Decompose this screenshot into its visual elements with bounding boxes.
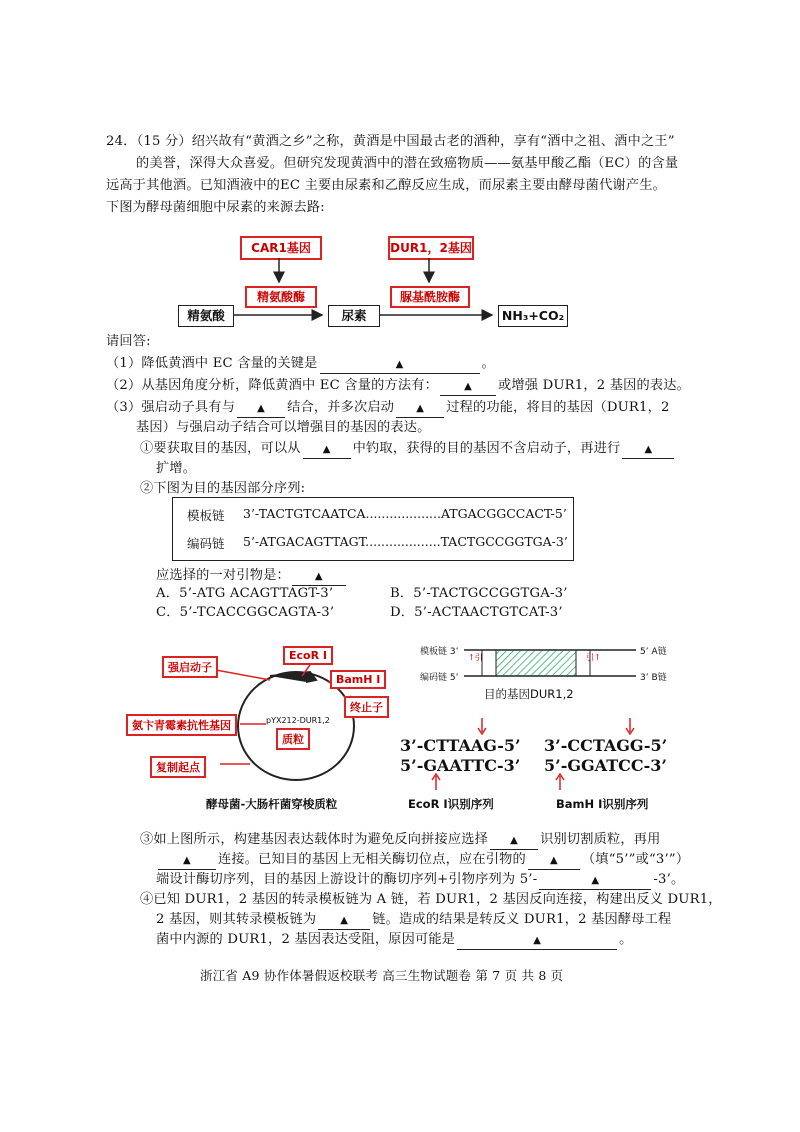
q3-sub4-line-2 (156, 910, 671, 930)
ecori-caption: EcoR I识别序列 (408, 797, 494, 811)
q3-sub2-line: ②下图为目的基因部分序列: (140, 481, 306, 496)
bamhi-seq-top: 3’-CCTAGG-5’ (544, 736, 668, 755)
gene-car1-box: CAR1基因 (240, 236, 322, 260)
q3-sub3-blank-4[interactable] (539, 872, 651, 890)
blank-mark: ▲ (591, 875, 600, 886)
q2-text: （2）从基因角度分析，降低黄酒中 EC 含量的方法有： (106, 378, 439, 393)
q3-sub3-text-d: （填“5’”或“3’”） (581, 852, 690, 867)
question-intro-line-3: 远高于其他酒。已知酒液中的EC 主要由尿素和乙醇反应生成，而尿素主要由酵母菌代谢产生。 (106, 178, 667, 193)
blank-mark: ▲ (183, 855, 191, 866)
q3-sub4-blank-1[interactable] (318, 912, 370, 930)
q3-sub3-text-c: 连接。已知目的基因上无相关酶切位点，应在引物的 (218, 852, 526, 867)
plasmid-origin-label: 复制起点 (150, 756, 206, 778)
q3-sub1-text-b: 中钓取，获得的目的基因不含启动子，再进行 (352, 441, 621, 456)
q3-sub4-text-c: 链。造成的结果是转反义 DUR1，2 基因酵母工程 (372, 912, 672, 927)
q3-sub1-text-a: ①要获取目的基因，可以从 (140, 441, 301, 456)
option-d[interactable]: D．5’-ACTAACTGTCAT-3’ (390, 605, 563, 620)
q3-sub3-blank-1[interactable] (490, 832, 538, 850)
option-c[interactable]: C．5’-TCACCGGCAGTA-3’ (156, 605, 335, 620)
q3-sub4-line-1: ④已知 DUR1，2 基因的转录模板链为 A 链，若 DUR1，2 基因反向连接，构建出反义 DUR1， (140, 892, 722, 907)
coding-sequence: 5’-ATGACAGTTAGT...................TACTGCCGGTGA-3’ (243, 534, 568, 549)
q3-text-3: 过程的功能，将目的基因（DUR1，2 (446, 400, 670, 415)
plasmid-ecori-label: EcoR I (283, 646, 333, 665)
q3-sub3-line-1 (140, 830, 661, 850)
question-number: 24． (106, 134, 137, 149)
blank-mark: ▲ (510, 835, 519, 846)
q3-sub3-text-b: 识别切割质粒，再用 (540, 832, 661, 847)
gene-template-label: 模板链 3’ (420, 647, 459, 657)
blank-mark: ▲ (464, 381, 472, 392)
page-footer: 浙江省 A9 协作体暑假返校联考 高三生物试题卷 第 7 页 共 8 页 (200, 968, 564, 983)
answer-intro: 请回答: (106, 334, 151, 349)
q3-sub4-text-e: 。 (619, 932, 633, 947)
q3-sub3-text-f: -3’。 (653, 872, 685, 887)
ecori-seq-top: 3’-CTTAAG-5’ (400, 736, 521, 755)
question-intro-line-2: 的美誉，深得大众喜爱。但研究发现黄酒中的潜在致癌物质——氨基甲酸乙酯（EC）的含量 (136, 156, 679, 171)
coding-label: 编码链 (187, 536, 225, 551)
q3-line-2: 基因）与强启动子结合可以增强目的基因的表达。 (136, 420, 431, 435)
plasmid-label: 质粒 (276, 728, 310, 750)
intro-text-1: 绍兴故有“黄酒之乡”之称，黄酒是中国最古老的酒种，享有“酒中之祖、酒中之王” (191, 134, 675, 149)
q3-sub4-line-3 (156, 930, 633, 950)
q1-suffix: 。 (481, 356, 495, 371)
gene-primer-mark-left: ↑引 (468, 653, 483, 662)
gene-caption: 目的基因DUR1,2 (484, 687, 574, 701)
q3-sub1-suffix: 扩增。 (156, 461, 197, 476)
blank-mark: ▲ (257, 403, 266, 414)
option-a[interactable]: A．5’-ATG ACAGTTAGT-3’ (156, 586, 334, 601)
q3-sub4-blank-2[interactable] (457, 932, 617, 950)
bamhi-seq-bottom: 5’-GGATCC-3’ (544, 756, 667, 775)
plasmid-terminator-label: 终止子 (344, 696, 389, 718)
blank-mark: ▲ (533, 935, 542, 946)
blank-mark: ▲ (549, 855, 558, 866)
blank-mark: ▲ (314, 571, 323, 582)
blank-mark: ▲ (416, 403, 425, 414)
product-box: NH₃+CO₂ (498, 305, 568, 327)
q3-sub3-line-3 (156, 870, 684, 890)
ecori-seq-bottom: 5’-GAATTC-3’ (400, 756, 521, 775)
gene-primer-mark-right: 引↑ (586, 653, 601, 662)
bamhi-caption: BamH I识别序列 (556, 797, 649, 811)
gene-chain-b-label: 3’ B链 (640, 673, 667, 683)
plasmid-caption: 酵母菌-大肠杆菌穿梭质粒 (206, 797, 338, 811)
blank-mark: ▲ (395, 359, 404, 370)
q3-sub4-text-d: 菌中内源的 DUR1，2 基因表达受阻，原因可能是 (156, 932, 456, 947)
q3-sub4-text-b: 2 基因，则其转录模板链为 (156, 912, 317, 927)
q3-sub3-text-a: ③如上图所示，构建基因表达载体时为避免反向拼接应选择 (140, 832, 489, 847)
q3-text-2: 结合，并多次启动 (287, 400, 395, 415)
plasmid-promoter-label: 强启动子 (162, 656, 218, 678)
option-b[interactable]: B．5’-TACTGCCGGTGA-3’ (390, 586, 568, 601)
q2-suffix: 或增强 DUR1，2 基因的表达。 (498, 378, 691, 393)
blank-mark: ▲ (644, 444, 653, 455)
template-label: 模板链 (187, 508, 225, 523)
plasmid-resistance-label: 氨卞青霉素抗性基因 (126, 714, 237, 736)
gene-dur1-box: DUR1，2基因 (388, 236, 474, 260)
q3-sub3-text-e: 端设计酶切序列，目的基因上游设计的酶切序列+引物序列为 5’- (156, 872, 538, 887)
gene-coding-label: 编码链 5’ (420, 673, 459, 683)
q3-sub3-blank-3[interactable] (528, 852, 580, 870)
gene-chain-a-label: 5’ A链 (640, 647, 667, 657)
q3-sub3-blank-2[interactable] (158, 852, 216, 870)
q3-sub3-line-2 (156, 850, 689, 870)
plasmid-center-name: pYX212-DUR1,2 (266, 716, 330, 725)
q1-text: （1）降低黄酒中 EC 含量的关键是 (106, 356, 318, 371)
question-score: （15 分） (136, 134, 192, 149)
question-intro-line-4: 下图为酵母菌细胞中尿素的来源去路: (106, 200, 325, 215)
blank-mark: ▲ (340, 915, 349, 926)
q3-text-1: （3）强启动子具有与 (106, 400, 236, 415)
enzyme-urea-amidase-box: 脲基酰胺酶 (390, 286, 470, 308)
template-sequence: 3’-TACTGTCAATCA...................ATGACGGCCACT-5’ (243, 506, 567, 521)
blank-mark: ▲ (322, 444, 331, 455)
plasmid-bamhi-label: BamH I (330, 670, 386, 689)
urea-box: 尿素 (328, 305, 380, 327)
substrate-arginine-box: 精氨酸 (178, 305, 234, 327)
primer-question-text: 应选择的一对引物是： (156, 568, 290, 583)
enzyme-arginase-box: 精氨酸酶 (245, 286, 317, 308)
